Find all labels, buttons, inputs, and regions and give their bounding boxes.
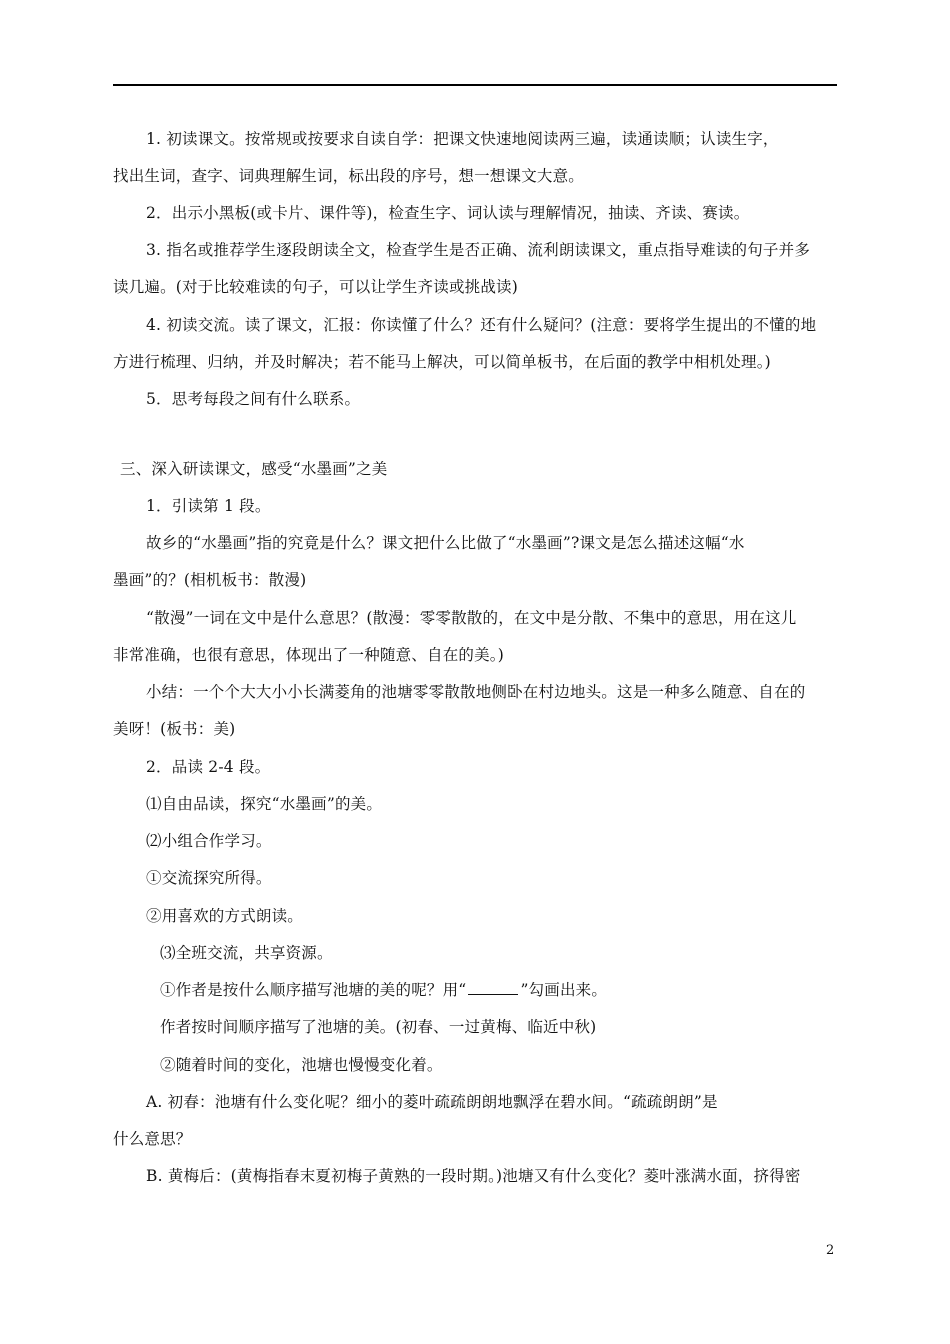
fill-blank — [468, 980, 518, 995]
text-line: ②用喜欢的方式朗读。 — [146, 907, 304, 925]
text-line: ⑵小组合作学习。 — [146, 832, 272, 850]
text-line: 美呀！(板书：美) — [113, 720, 236, 738]
text-line: 方进行梳理、归纳，并及时解决；若不能马上解决，可以简单板书，在后面的教学中相机处理。) — [113, 353, 771, 371]
text-line: 5．思考每段之间有什么联系。 — [146, 390, 361, 408]
text-line: 找出生词，查字、词典理解生词，标出段的序号，想一想课文大意。 — [113, 167, 585, 185]
text-line: 墨画”的？(相机板书：散漫) — [113, 571, 307, 589]
text-line: ⑶全班交流，共享资源。 — [160, 944, 333, 962]
text-line: “散漫”一词在文中是什么意思？(散漫：零零散散的，在文中是分散、不集中的意思，用在这儿 — [146, 609, 797, 627]
text-line: 2．出示小黑板(或卡片、课件等)，检查生字、词认读与理解情况，抽读、齐读、赛读。 — [146, 204, 750, 222]
text-line: 小结：一个个大大小小长满菱角的池塘零零散散地侧卧在村边地头。这是一种多么随意、自在的 — [146, 683, 806, 701]
text-segment: ”勾画出来。 — [520, 981, 608, 999]
text-line: 1. 初读课文。按常规或按要求自读自学：把课文快速地阅读两三遍，读通读顺；认读生字， — [146, 130, 779, 148]
text-line: 4. 初读交流。读了课文，汇报：你读懂了什么？还有什么疑问？(注意：要将学生提出的不懂的地 — [146, 316, 817, 334]
text-line: A. 初春：池塘有什么变化呢？细小的菱叶疏疏朗朗地飘浮在碧水间。“疏疏朗朗”是 — [146, 1093, 718, 1111]
text-line: ②随着时间的变化，池塘也慢慢变化着。 — [160, 1056, 443, 1074]
text-line: ①交流探究所得。 — [146, 869, 272, 887]
text-line: 故乡的“水墨画”指的究竟是什么？课文把什么比做了“水墨画”?课文是怎么描述这幅“水 — [146, 534, 745, 552]
text-segment: ①作者是按什么顺序描写池塘的美的呢？用“ — [160, 981, 467, 999]
page-number: 2 — [826, 1243, 835, 1258]
text-line: 非常准确，也很有意思，体现出了一种随意、自在的美。) — [113, 646, 504, 664]
text-line: 2．品读 2-4 段。 — [146, 758, 271, 776]
text-line: 1．引读第 1 段。 — [146, 497, 271, 515]
text-line: ⑴自由品读，探究“水墨画”的美。 — [146, 795, 383, 813]
text-line: 3. 指名或推荐学生逐段朗读全文，检查学生是否正确、流利朗读课文，重点指导难读的句子并多 — [146, 241, 811, 259]
section-heading: 三、深入研读课文，感受“水墨画”之美 — [120, 460, 388, 478]
text-line: 作者按时间顺序描写了池塘的美。(初春、一过黄梅、临近中秋) — [160, 1018, 597, 1036]
text-line: B. 黄梅后：(黄梅指春末夏初梅子黄熟的一段时期。)池塘又有什么变化？菱叶涨满水面，挤得密 — [146, 1167, 801, 1185]
text-line: 读几遍。(对于比较难读的句子，可以让学生齐读或挑战读) — [113, 278, 518, 296]
text-line: 什么意思？ — [113, 1130, 192, 1148]
header-rule — [113, 84, 837, 86]
text-line-with-blank — [160, 980, 607, 1000]
